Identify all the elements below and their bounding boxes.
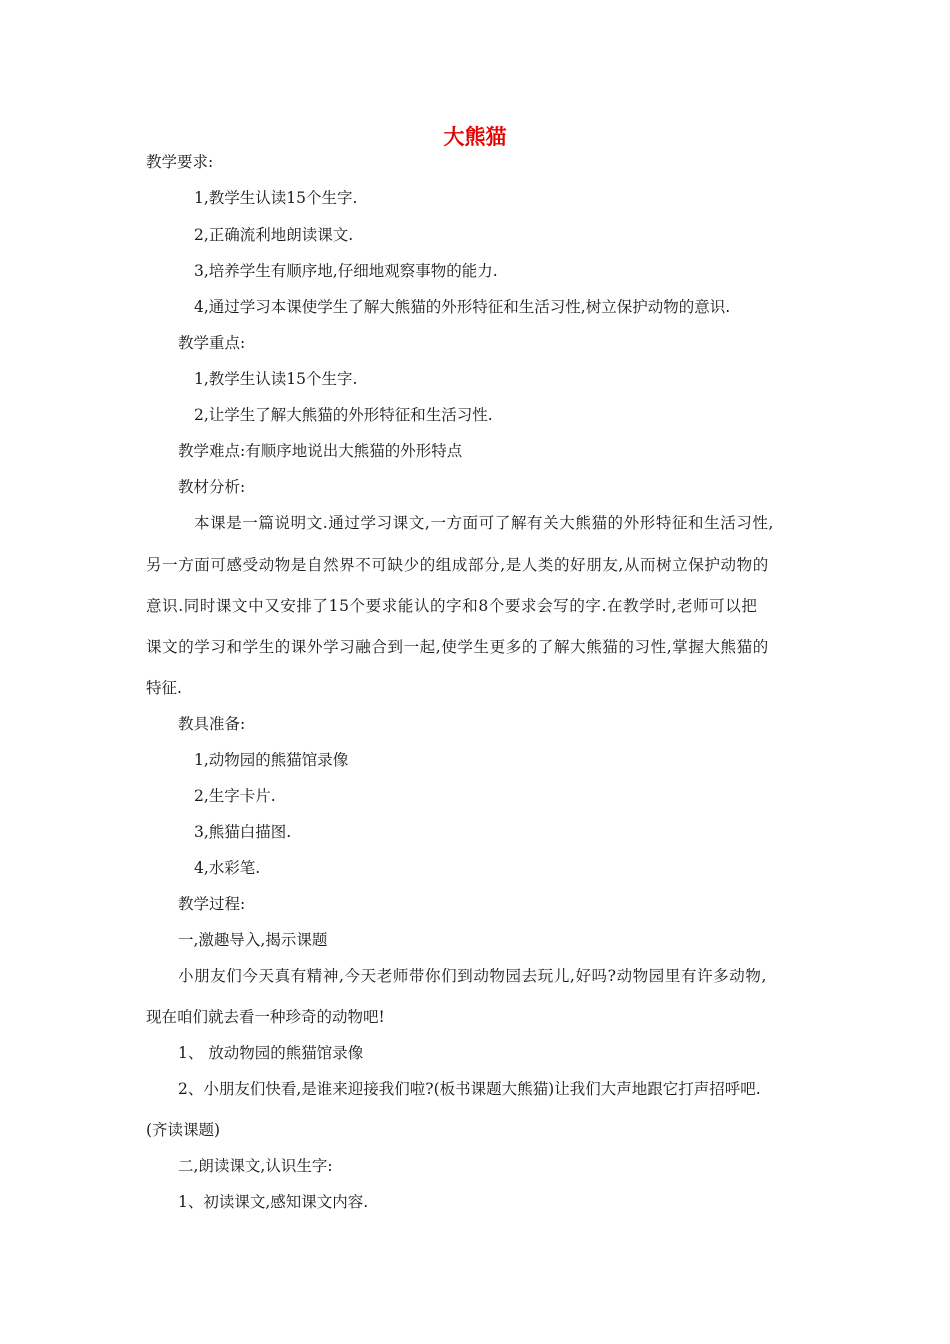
section-heading: 二,朗读课文,认识生字: <box>178 1157 333 1175</box>
heading-key-points: 教学重点: <box>178 334 246 352</box>
text-line: 3,熊猫白描图. <box>194 823 292 841</box>
text-line: 2,生字卡片. <box>194 787 276 805</box>
text-line: 1、 放动物园的熊猫馆录像 <box>178 1044 364 1062</box>
document-title: 大熊猫 <box>443 124 507 149</box>
text-line: 4,通过学习本课使学生了解大熊猫的外形特征和生活习性,树立保护动物的意识. <box>194 298 731 316</box>
text-line: 3,培养学生有顺序地,仔细地观察事物的能力. <box>194 262 498 280</box>
paragraph-line: 现在咱们就去看一种珍奇的动物吧! <box>146 1008 385 1026</box>
paragraph-line: 特征. <box>146 679 182 697</box>
text-line: 1,教学生认读15个生字. <box>194 370 358 388</box>
heading-difficulties: 教学难点:有顺序地说出大熊猫的外形特点 <box>178 442 463 460</box>
text-line: 4,水彩笔. <box>194 859 261 877</box>
paragraph-line: 另一方面可感受动物是自然界不可缺少的组成部分,是人类的好朋友,从而树立保护动物的 <box>146 556 769 574</box>
text-line: 1,动物园的熊猫馆录像 <box>194 751 349 769</box>
paragraph-line: (齐读课题) <box>146 1121 221 1139</box>
paragraph-line: 本课是一篇说明文.通过学习课文,一方面可了解有关大熊猫的外形特征和生活习性, <box>194 514 775 532</box>
section-heading: 一,激趣导入,揭示课题 <box>178 931 328 949</box>
paragraph-line: 意识.同时课文中又安排了15个要求能认的字和8个要求会写的字.在教学时,老师可以把 <box>146 597 758 615</box>
heading-teaching-aids: 教具准备: <box>178 715 246 733</box>
text-line: 1、初读课文,感知课文内容. <box>178 1193 369 1211</box>
paragraph-line: 小朋友们今天真有精神,今天老师带你们到动物园去玩儿,好吗?动物园里有许多动物, <box>178 967 767 985</box>
heading-teaching-process: 教学过程: <box>178 895 246 913</box>
text-line: 2,让学生了解大熊猫的外形特征和生活习性. <box>194 406 493 424</box>
paragraph-line: 2、小朋友们快看,是谁来迎接我们啦?(板书课题大熊猫)让我们大声地跟它打声招呼吧. <box>178 1080 761 1098</box>
text-line: 1,教学生认读15个生字. <box>194 189 358 207</box>
paragraph-line: 课文的学习和学生的课外学习融合到一起,使学生更多的了解大熊猫的习性,掌握大熊猫的 <box>146 638 769 656</box>
heading-material-analysis: 教材分析: <box>178 478 246 496</box>
text-line: 2,正确流利地朗读课文. <box>194 226 354 244</box>
heading-teaching-requirements: 教学要求: <box>146 153 214 171</box>
